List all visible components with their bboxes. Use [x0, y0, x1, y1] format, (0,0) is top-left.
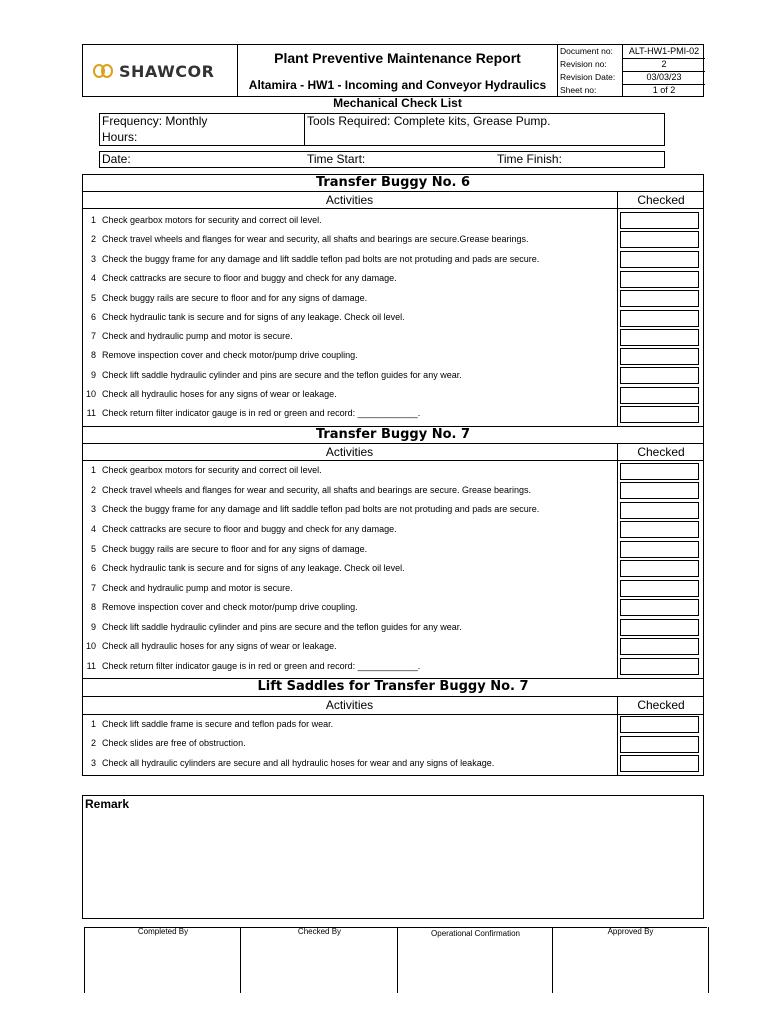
meta-value: 03/03/23 [622, 71, 705, 85]
item-text: Check and hydraulic pump and motor is secure. [102, 331, 293, 341]
checklist-row [83, 715, 618, 734]
item-number: 10 [85, 389, 96, 399]
signature-completed-by[interactable] [84, 927, 241, 993]
item-text: Check all hydraulic hoses for any signs of wear or leakage. [102, 641, 337, 651]
item-text: Check lift saddle hydraulic cylinder and pins are secure and the teflon guides for any wear. [102, 370, 462, 380]
checklist-row [83, 461, 618, 480]
title-cell [238, 44, 557, 97]
meta-value: ALT-HW1-PMI-02 [622, 45, 705, 59]
item-text: Check the buggy frame for any damage and lift saddle teflon pad bolts are not protuding and pads are secure. [102, 254, 540, 264]
item-text: Check travel wheels and flanges for wear and security, all shafts and bearings are secure.Grease bearings. [102, 234, 529, 244]
item-number: 8 [90, 602, 96, 612]
checked-box[interactable] [620, 329, 699, 346]
checked-box[interactable] [620, 290, 699, 307]
checked-box[interactable] [620, 310, 699, 327]
checklist-row [83, 250, 618, 269]
shawcor-logo-icon [93, 64, 115, 80]
document-meta [557, 44, 704, 97]
checklist-row [83, 308, 618, 327]
item-text: Check return filter indicator gauge is in red or green and record: ____________. [102, 408, 421, 418]
meta-label: Document no: [560, 46, 613, 56]
checked-box[interactable] [620, 716, 699, 733]
checklist-row [83, 230, 618, 249]
item-number: 3 [90, 254, 96, 264]
checked-box[interactable] [620, 271, 699, 288]
meta-revision-no [558, 58, 705, 71]
checklist-row [83, 559, 618, 578]
item-text: Remove inspection cover and check motor/pump drive coupling. [102, 350, 358, 360]
checked-box[interactable] [620, 212, 699, 229]
checklist-row [83, 657, 618, 676]
activities-header: Activities [325, 445, 374, 459]
date-field[interactable]: Date: [102, 152, 131, 166]
checked-box[interactable] [620, 387, 699, 404]
signature-block [84, 927, 707, 993]
time-start-field[interactable]: Time Start: [307, 152, 366, 166]
item-number: 4 [90, 273, 96, 283]
checked-box[interactable] [620, 251, 699, 268]
signature-operational-confirmation[interactable] [397, 927, 553, 993]
item-number: 1 [90, 215, 96, 225]
item-number: 7 [90, 331, 96, 341]
item-text: Check all hydraulic cylinders are secure and all hydraulic hoses for wear and any signs of leakage. [102, 758, 495, 768]
meta-label: Sheet no: [560, 85, 597, 95]
checklist-row [83, 579, 618, 598]
section-title-buggy-7: Transfer Buggy No. 7 [315, 427, 471, 442]
item-text: Check hydraulic tank is secure and for signs of any leakage. Check oil level. [102, 563, 405, 573]
checked-box[interactable] [620, 658, 699, 675]
checked-box[interactable] [620, 463, 699, 480]
checklist-row [83, 520, 618, 539]
checked-box[interactable] [620, 638, 699, 655]
checklist-row [83, 385, 618, 404]
frequency-field[interactable]: Frequency: Monthly [102, 114, 208, 128]
item-number: 1 [90, 719, 96, 729]
item-text: Check the buggy frame for any damage and lift saddle teflon pad bolts are not protuding and pads are secure. [102, 504, 540, 514]
meta-label: Revision Date: [560, 72, 616, 82]
checklist-row [83, 754, 618, 773]
signature-label: Approved By [607, 927, 654, 936]
report-subtitle: Altamira - HW1 - Incoming and Conveyor Hydraulics [248, 78, 547, 92]
checked-header: Checked [637, 445, 685, 459]
checked-box[interactable] [620, 406, 699, 423]
checklist-row [83, 637, 618, 656]
item-number: 9 [90, 370, 96, 380]
checked-box[interactable] [620, 231, 699, 248]
item-number: 5 [90, 293, 96, 303]
tools-required: Tools Required: Complete kits, Grease Pump. [307, 114, 551, 128]
item-text: Check return filter indicator gauge is in red or green and record: ____________. [102, 661, 421, 671]
checklist-row [83, 346, 618, 365]
signature-checked-by[interactable] [240, 927, 398, 993]
checklist-title: Mechanical Check List [333, 96, 462, 110]
item-number: 8 [90, 350, 96, 360]
divider [82, 443, 704, 444]
checked-box[interactable] [620, 580, 699, 597]
meta-label: Revision no: [560, 59, 607, 69]
item-number: 9 [90, 622, 96, 632]
item-number: 11 [86, 661, 96, 671]
item-text: Check gearbox motors for security and correct oil level. [102, 215, 322, 225]
checklist-row [83, 500, 618, 519]
info-box-frequency [99, 113, 665, 146]
signature-label: Checked By [297, 927, 342, 936]
item-text: Check travel wheels and flanges for wear and security, all shafts and bearings are secure. Grease bearings. [102, 485, 532, 495]
checklist-row [83, 734, 618, 753]
checked-box[interactable] [620, 599, 699, 616]
checked-box[interactable] [620, 755, 699, 772]
checked-header: Checked [637, 698, 685, 712]
checked-box[interactable] [620, 348, 699, 365]
item-text: Check buggy rails are secure to floor and for any signs of damage. [102, 293, 368, 303]
item-number: 2 [90, 738, 96, 748]
time-finish-field[interactable]: Time Finish: [497, 152, 562, 166]
logo-cell [82, 44, 238, 97]
item-number: 5 [90, 544, 96, 554]
logo-text: SHAWCOR [119, 62, 215, 81]
signature-label: Completed By [137, 927, 189, 936]
item-number: 3 [90, 504, 96, 514]
report-title: Plant Preventive Maintenance Report [274, 50, 521, 66]
checklist-row [83, 404, 618, 423]
divider [304, 114, 305, 145]
item-text: Check hydraulic tank is secure and for signs of any leakage. Check oil level. [102, 312, 405, 322]
checked-box[interactable] [620, 736, 699, 753]
item-text: Check buggy rails are secure to floor and for any signs of damage. [102, 544, 368, 554]
activities-header: Activities [325, 193, 374, 207]
company-logo [93, 62, 214, 81]
remark-box[interactable] [82, 795, 704, 919]
checklist-row [83, 366, 618, 385]
section-title-buggy-6: Transfer Buggy No. 6 [315, 175, 471, 190]
item-text: Check gearbox motors for security and correct oil level. [102, 465, 322, 475]
item-number: 6 [90, 312, 96, 322]
item-text: Check slides are free of obstruction. [102, 738, 246, 748]
meta-value: 1 of 2 [622, 84, 705, 97]
checked-box[interactable] [620, 502, 699, 519]
item-number: 2 [90, 485, 96, 495]
checked-box[interactable] [620, 367, 699, 384]
meta-document-no [558, 45, 705, 58]
item-text: Check and hydraulic pump and motor is secure. [102, 583, 293, 593]
item-text: Check cattracks are secure to floor and buggy and check for any damage. [102, 524, 397, 534]
signature-approved-by[interactable] [552, 927, 709, 993]
item-text: Check cattracks are secure to floor and buggy and check for any damage. [102, 273, 397, 283]
signature-label: Operational Confirmation [431, 929, 520, 938]
item-text: Check lift saddle hydraulic cylinder and pins are secure and the teflon guides for any wear. [102, 622, 462, 632]
hours-field[interactable]: Hours: [102, 130, 138, 144]
item-text: Remove inspection cover and check motor/pump drive coupling. [102, 602, 358, 612]
remark-label: Remark [85, 797, 130, 811]
checklist-row [83, 211, 618, 230]
checklist-row [83, 481, 618, 500]
item-text: Check all hydraulic hoses for any signs of wear or leakage. [102, 389, 337, 399]
checked-box[interactable] [620, 560, 699, 577]
checklist-row [83, 618, 618, 637]
item-number: 7 [90, 583, 96, 593]
divider [82, 696, 704, 697]
item-text: Check lift saddle frame is secure and teflon pads for wear. [102, 719, 334, 729]
activities-header: Activities [325, 698, 374, 712]
checklist-row [83, 540, 618, 559]
checklist-row [83, 327, 618, 346]
checked-box[interactable] [620, 619, 699, 636]
checked-header: Checked [637, 193, 685, 207]
divider [82, 208, 704, 209]
meta-sheet-no [558, 84, 705, 97]
checked-box[interactable] [620, 541, 699, 558]
item-number: 11 [86, 408, 96, 418]
checklist-row [83, 269, 618, 288]
item-number: 10 [85, 641, 96, 651]
divider [82, 191, 704, 192]
info-box-date [99, 151, 665, 168]
checked-box[interactable] [620, 521, 699, 538]
checklist-row [83, 598, 618, 617]
meta-value: 2 [622, 58, 705, 72]
item-number: 3 [90, 758, 96, 768]
section-title-lift-saddles: Lift Saddles for Transfer Buggy No. 7 [257, 679, 529, 694]
checked-box[interactable] [620, 482, 699, 499]
item-number: 1 [90, 465, 96, 475]
item-number: 6 [90, 563, 96, 573]
item-number: 2 [90, 234, 96, 244]
meta-revision-date [558, 71, 705, 84]
item-number: 4 [90, 524, 96, 534]
checklist-row [83, 289, 618, 308]
